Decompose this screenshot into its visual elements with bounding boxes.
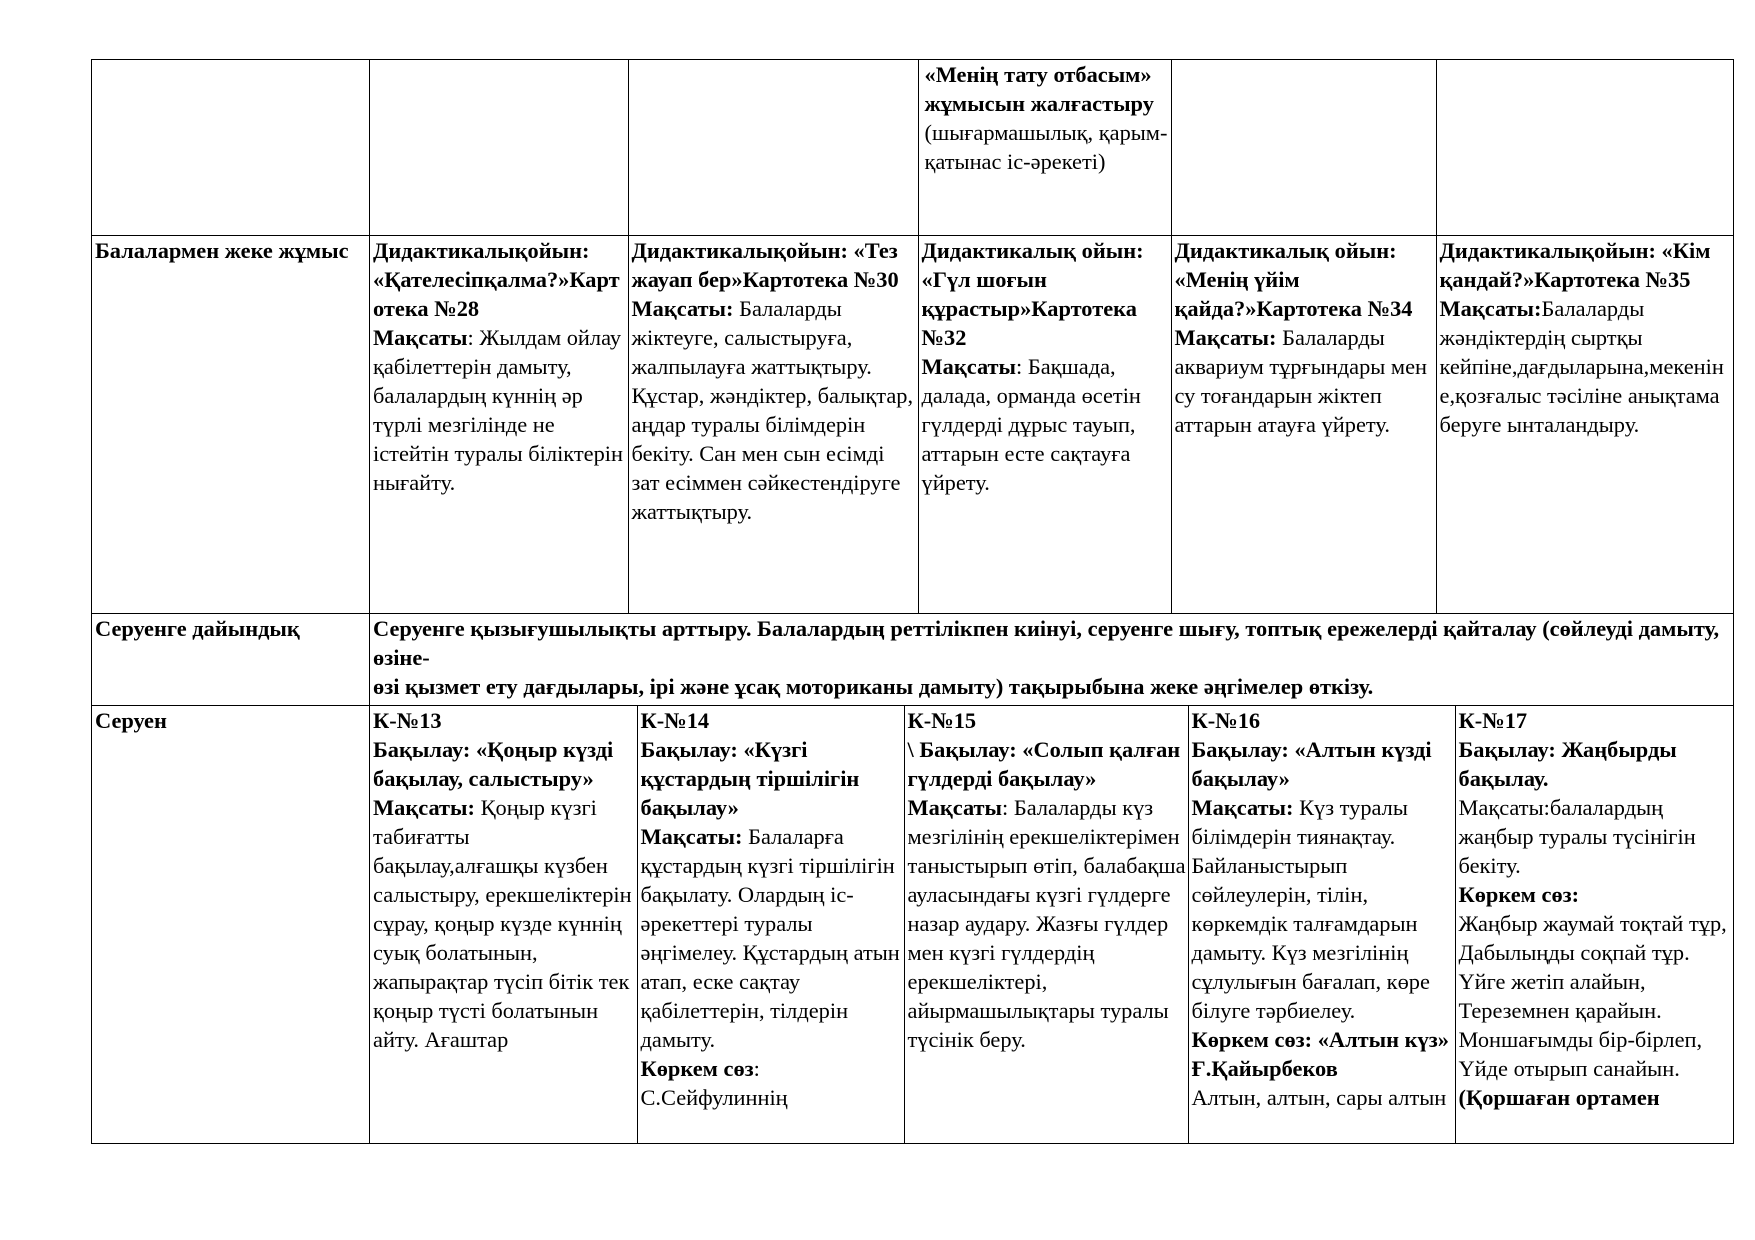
plan-table xyxy=(91,59,1734,1144)
game-cell-3 xyxy=(918,236,1171,613)
poem-label: Көркем сөз: xyxy=(1458,882,1580,907)
prep-line-1: Серуенге қызығушылықты арттыру. Балалардың реттілікпен киінуі, серуенге шығу, топтық ережелерді қайталау (сөйлеуді дамыту, өзіне- xyxy=(373,616,1720,670)
game-title: Дидактикалықойын: «Қателесіпқалма?»Картотека №28 xyxy=(373,238,620,321)
game-cell-2 xyxy=(628,236,918,613)
goal-text: : Бақшада, далада, орманда өсетін гүлдерді дұрыс тауып, аттарын есте сақтауға үйрету. xyxy=(921,354,1141,495)
poem-label: Көркем сөз xyxy=(640,1056,754,1081)
card-number: К-№14 xyxy=(640,708,710,733)
family-work-type: (шығармашылық, қарым-қатынас іс-әрекеті) xyxy=(924,120,1168,174)
goal-text: Балаларға құстардың күзгі тіршілігін бақылату. Олардың іс-әрекеттері туралы әңгімелеу. Құстардың атын атап, еске сақтау қабілеттерін, тілдерін дамыту. xyxy=(640,824,900,1052)
card-number: К-№16 xyxy=(1191,708,1261,733)
cell-family-work xyxy=(918,60,1171,235)
observation-title: Бақылау: «Қоңыр күзді бақылау, салыстыру» xyxy=(373,737,614,791)
game-title: Дидактикалық ойын: «Гүл шоғын құрастыр»Картотека №32 xyxy=(921,238,1144,350)
goal-label: Мақсаты xyxy=(921,354,1017,379)
table-row xyxy=(92,236,1734,614)
goal-label: Мақсаты: xyxy=(640,824,743,849)
goal-text: : Балаларды күз мезгілінің ерекшеліктерімен таныстырып өтіп, балабақша ауласындағы күзгі гүлдерге назар аудару. Жазғы гүлдер мен күзгі гүлдердің ерекшеліктері, айырмашылықтары туралы түсінік беру. xyxy=(907,795,1186,1052)
walk-cell-3 xyxy=(904,706,1188,1143)
row-label: Серуен xyxy=(92,706,370,1144)
goal-text: : Жылдам ойлау қабілеттерін дамыту, балалардың күннің әр түрлі мезгілінде не істейтін туралы біліктерін нығайту. xyxy=(373,325,623,495)
extra-note: (Қоршаған ортамен xyxy=(1458,1085,1660,1110)
observation-title: Бақылау: «Күзгі құстардың тіршілігін бақылау» xyxy=(640,737,860,820)
card-number: К-№17 xyxy=(1458,708,1528,733)
row-cells xyxy=(370,236,1734,614)
table-row xyxy=(92,614,1734,706)
row-cells xyxy=(370,706,1734,1144)
goal-label: Мақсаты: xyxy=(373,795,475,820)
game-title: Дидактикалықойын: «Кім қандай?»Картотека №35 xyxy=(1439,238,1711,292)
prep-text xyxy=(370,614,1734,706)
row-cells xyxy=(370,60,1734,236)
walk-cell-2 xyxy=(637,706,904,1143)
goal-label: Мақсаты xyxy=(373,325,468,350)
game-cell-1 xyxy=(370,236,628,613)
observation-title: \ Бақылау: «Солып қалған гүлдерді бақылау» xyxy=(907,737,1181,791)
goal-label: Мақсаты: xyxy=(1174,325,1277,350)
row-label: Серуенге дайындық xyxy=(92,614,370,706)
walk-cell-5 xyxy=(1455,706,1734,1143)
goal-label: Мақсаты: xyxy=(631,296,734,321)
goal-text: Күз туралы білімдерін тиянақтау. Байланыстырып сөйлеулерін, тілін, көркемдік талғамдарын дамыту. Күз мезгілінің сұлулығын бағалап, көре білуге тәрбиелеу. xyxy=(1191,795,1430,1023)
game-title: Дидактикалық ойын: «Менің үйім қайда?»Картотека №34 xyxy=(1174,238,1413,321)
prep-line-2: өзі қызмет ету дағдылары, ірі және ұсақ моториканы дамыту) тақырыбына жеке әңгімелер өткізу. xyxy=(373,674,1374,699)
goal-text: Балаларды жәндіктердің сыртқы кейпіне,дағдыларына,мекеніне,қозғалыс тәсіліне анықтама беруге ынталандыру. xyxy=(1439,296,1724,437)
goal-text: Мақсаты:балалардың жаңбыр туралы түсінігін бекіту. xyxy=(1458,795,1696,878)
poem-text: Жаңбыр жаумай тоқтай тұр, Дабылыңды соқпай тұр. Үйге жетіп алайын, Тереземнен қарайын. Моншағымды бір-бірлеп, Үйде отырып санайын. xyxy=(1458,911,1727,1081)
poem-text: Алтын, алтын, сары алтын xyxy=(1191,1085,1447,1110)
card-number: К-№15 xyxy=(907,708,977,733)
poem-label: Көркем сөз: «Алтын күз» Ғ.Қайырбеков xyxy=(1191,1027,1449,1081)
goal-text: Қоңыр күзгі табиғатты бақылау,алғашқы күзбен салыстыру, ерекшеліктерін сұрау, қоңыр күзде күннің суық болатынын, жапырақтар түсіп бітік тек қоңыр түсті болатынын айту. Ағаштар xyxy=(373,795,632,1052)
card-number: К-№13 xyxy=(373,708,442,733)
walk-cell-4 xyxy=(1188,706,1455,1143)
observation-title: Бақылау: Жаңбырды бақылау. xyxy=(1458,737,1677,791)
game-cell-4 xyxy=(1171,236,1436,613)
game-cell-5 xyxy=(1436,236,1734,613)
row-label: Балалармен жеке жұмыс xyxy=(92,236,370,614)
goal-text: Балаларды жіктеуге, салыстыруға, жалпылауға жаттықтыру. Құстар, жәндіктер, балықтар, аңдар туралы білімдерін бекіту. Сан мен сын есімді зат есіммен сәйкестендіруге жаттықтыру. xyxy=(631,296,914,524)
goal-label: Мақсаты: xyxy=(1191,795,1294,820)
table-row xyxy=(92,60,1734,236)
family-work-title: «Менің тату отбасым» жұмысын жалғастыру xyxy=(924,62,1154,116)
goal-label: Мақсаты: xyxy=(1439,296,1542,321)
walk-cell-1 xyxy=(370,706,637,1143)
goal-label: Мақсаты xyxy=(907,795,1003,820)
row-label-empty xyxy=(92,60,370,236)
poem-text: : С.Сейфулиннің xyxy=(640,1056,788,1110)
game-title: Дидактикалықойын: «Тез жауап бер»Картотека №30 xyxy=(631,238,899,292)
observation-title: Бақылау: «Алтын күзді бақылау» xyxy=(1191,737,1432,791)
goal-text: Балаларды аквариум тұрғындары мен су тоғандарын жіктеп аттарын атауға үйрету. xyxy=(1174,325,1428,437)
table-row xyxy=(92,706,1734,1144)
